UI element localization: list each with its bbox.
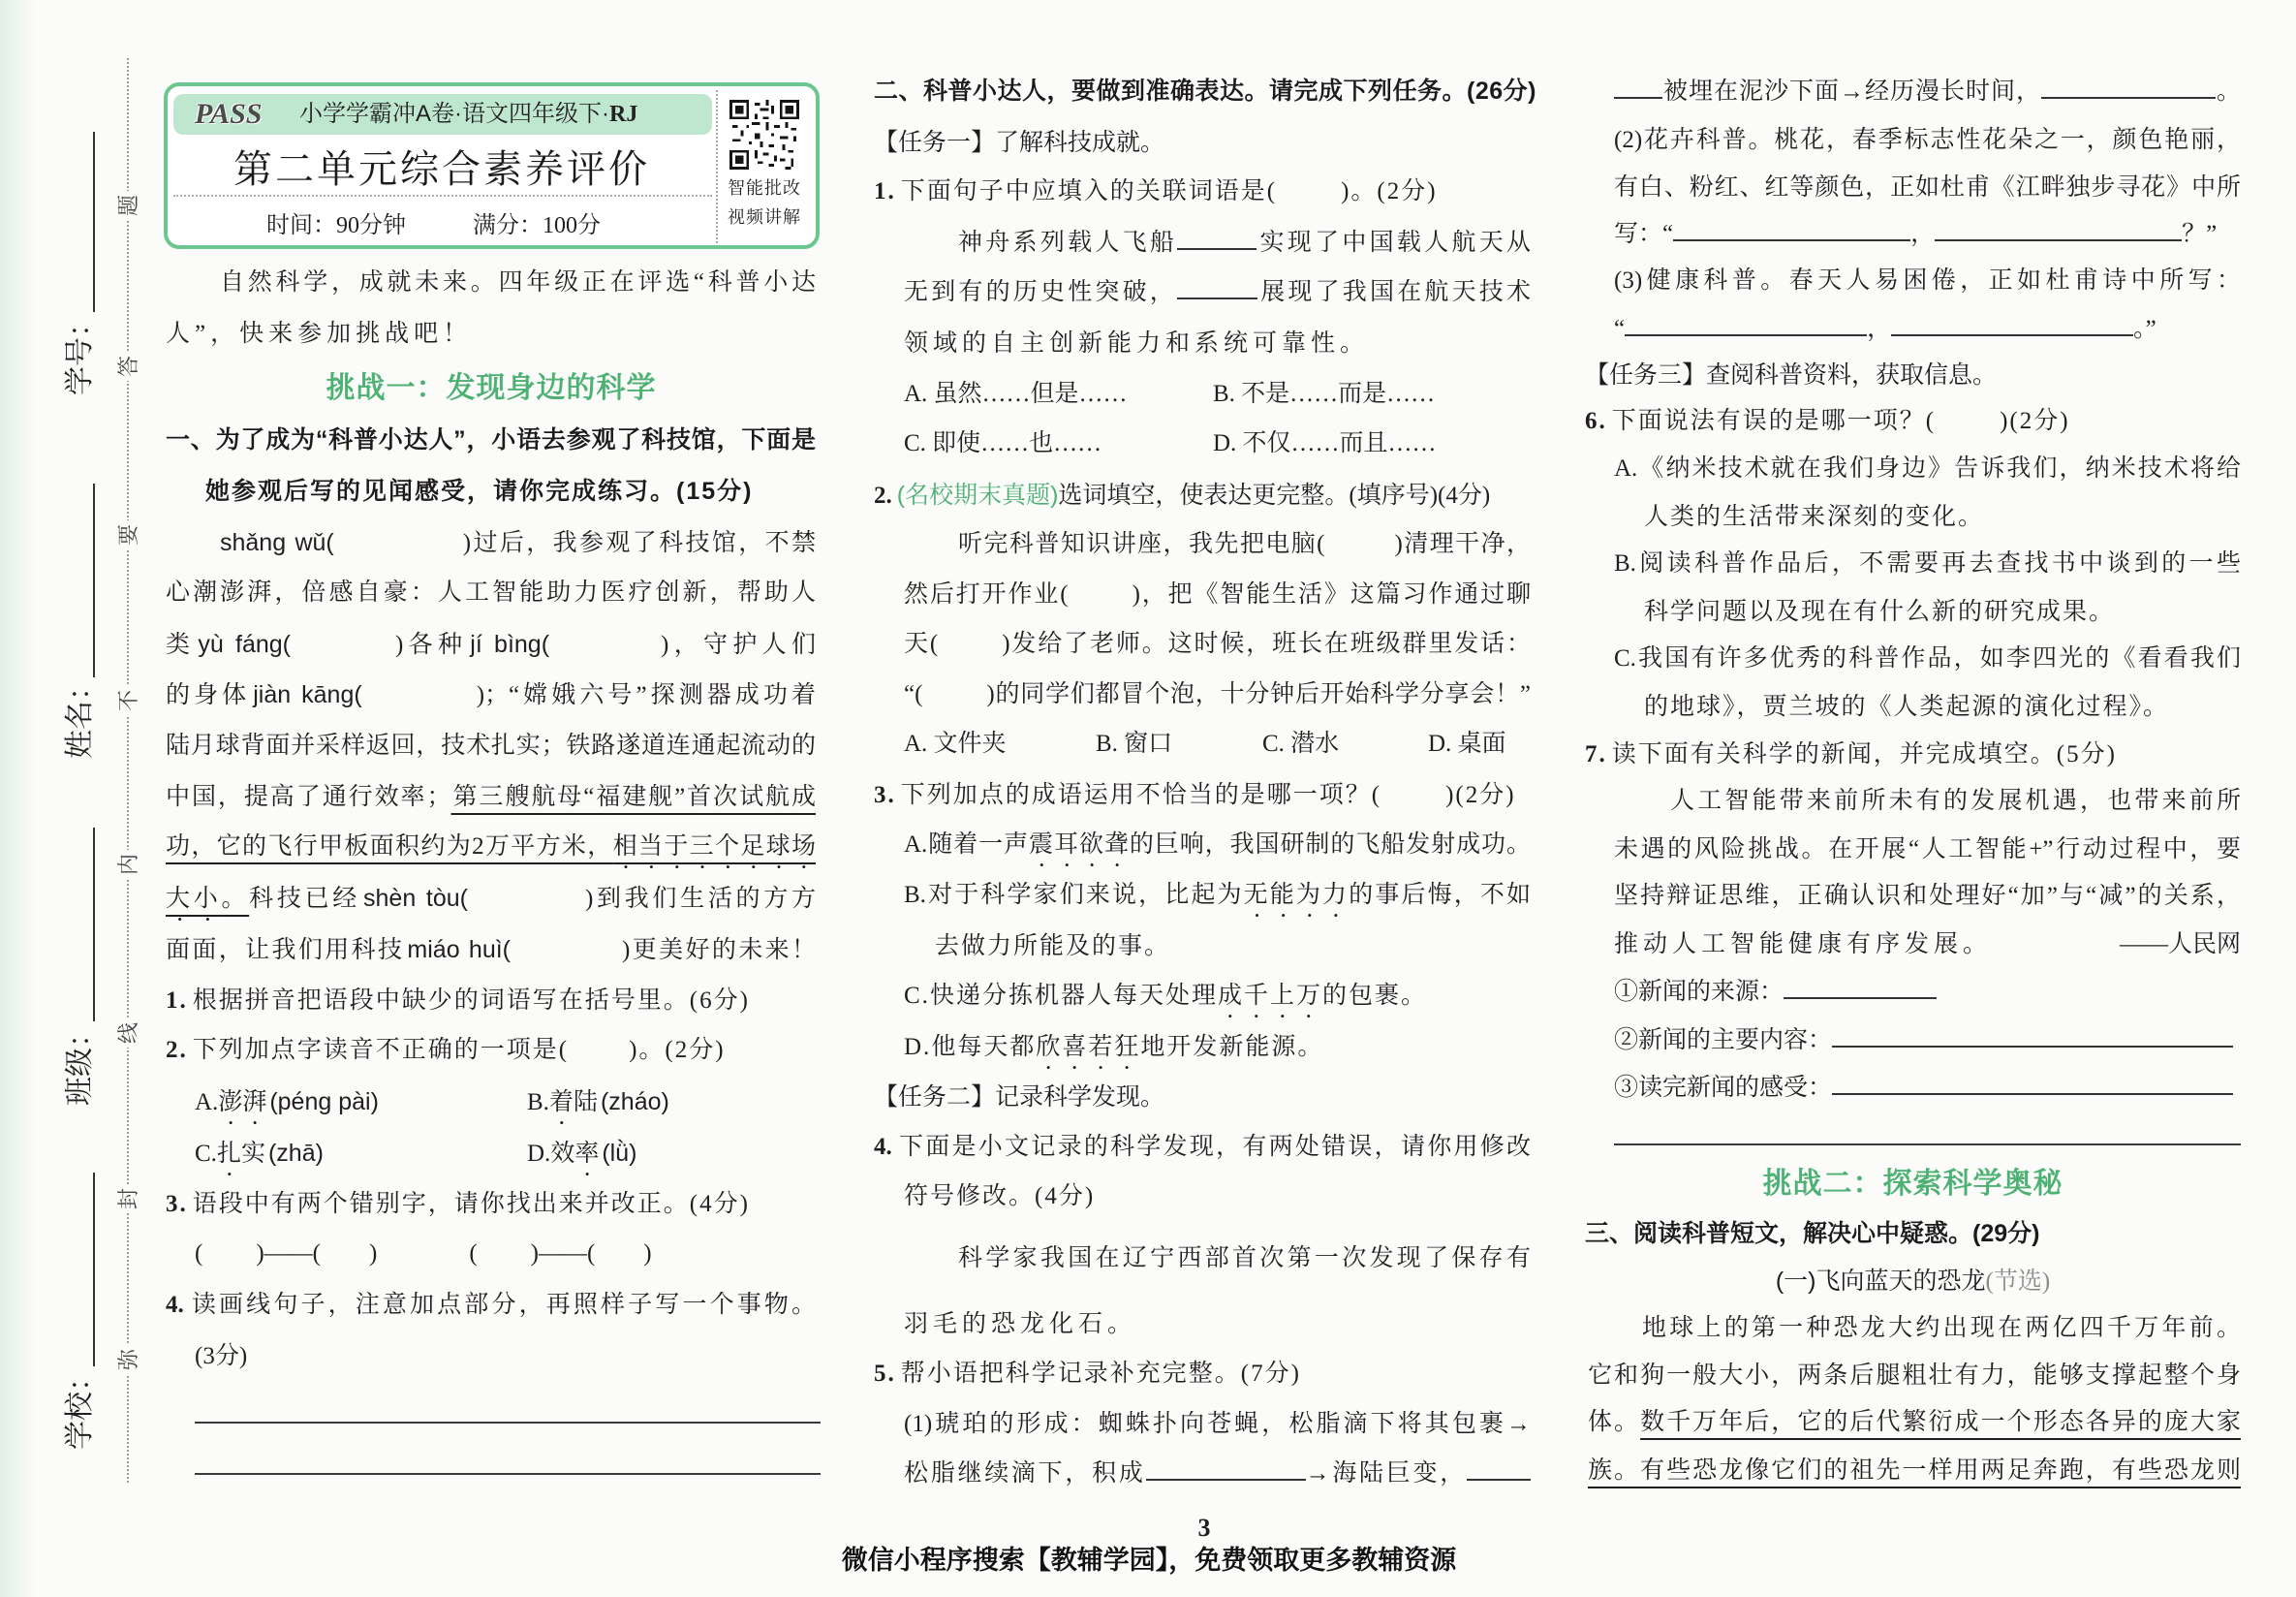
dotted-idiom: 欣喜若狂 [1036,1034,1141,1060]
record-text: ， [1867,316,1892,342]
pinyin-prompt: jí bìng( [470,631,550,658]
record-item-line [904,1455,1531,1493]
passage-text: )，把《智能生活》这篇习作通过聊 [1132,581,1532,608]
record-item-line: (1)琥珀的形成：蜘蛛扑向苍蝇，松脂滴下将其包裹→ [904,1411,1531,1437]
option-a-continued: 人类的生活带来深刻的变化。 [1644,504,1985,530]
pinyin-prompt: yù fáng( [198,631,291,658]
underlined-sentence: 。 [221,886,250,912]
option-a [195,1082,382,1121]
option-c: C. 即使……也…… [904,430,1102,456]
answer-paren-space [1277,198,1341,199]
option-c [904,977,1427,1016]
reading-line [1588,1452,2241,1490]
underlined-sentence: 族。有些恐龙像它们的祖先一样用两足奔跑，有些恐龙则 [1588,1457,2241,1484]
question-text: )。(2分) [1341,178,1438,204]
seal-char: 不 [114,686,143,715]
answer-paren-space [1936,427,2000,428]
dotted-char: 率 [574,1141,600,1167]
reading-line [1588,1403,2241,1442]
reading-line: 地球上的第一种恐龙大约出现在两亿四千万年前。 [1642,1315,2241,1341]
question-number: 6. [1585,408,1607,434]
part-1-heading: 一、为了成为“科普小达人”，小语去参观了科技馆，下面是 [166,426,816,454]
passage-line [166,930,816,969]
option-b [527,1082,672,1121]
question-7 [1585,736,2117,774]
passage-line [217,523,816,562]
option-b: B.阅读科普作品后，不需要再去查找书中谈到的一些 [1614,550,2241,577]
option-d [527,1134,639,1173]
passage-text: )更美好的未来！ [622,937,816,963]
paren: ( [469,1240,478,1267]
question-text: )。(2分) [629,1037,726,1063]
record-item-line [1614,73,2241,111]
qr-caption-video: 视频讲解 [728,207,801,227]
option-label: A. [195,1089,219,1115]
header-divider [173,195,712,197]
answer-space [321,1260,369,1261]
task-1-heading: 【任务一】了解科技成就。 [874,129,1165,156]
passage-text: )过后，我参观了科技馆，不禁 [462,530,816,556]
part-2-heading: 二、科普小达人，要做到准确表达。请完成下列任务。(26分) [874,78,1536,105]
passage-line [904,576,1531,614]
option-label: D. [904,1034,932,1060]
exam-duration: 时间：90分钟 [266,213,406,238]
news-line: 坚持辩证思维，正确认识和处理好“加”与“减”的关系， [1614,883,2241,909]
record-item-line: 有白、粉红、红等颜色，正如杜甫《江畔独步寻花》中所 [1614,174,2241,201]
sentence-text: 展现了我国在航天技术 [1257,279,1531,305]
fill-blank [1784,980,1937,999]
fill-blank [1832,1076,2233,1095]
question-4 [874,1128,1531,1167]
student-number-line [93,132,95,312]
answer-paren-space [552,651,661,652]
pinyin-prompt: shèn tòu( [363,885,468,912]
question-5 [874,1355,1301,1393]
answer-paren-space [365,702,477,703]
sentence-text: 神舟系列载人飞船 [958,230,1178,256]
paren: ) [368,1240,378,1267]
passage-text: 面面，让我们用科技 [166,937,405,963]
qr-code-icon [729,100,799,170]
option-text: 的巨响，我国研制的飞船发射成功。 [1129,831,1531,858]
option-b: B. 不是……而是…… [1213,381,1436,407]
exam-title: 第二单元综合素养评价 [233,148,650,191]
option-text: 实 [240,1141,265,1167]
dotted-char: 扎 [216,1141,241,1167]
seal-char: 题 [114,191,143,220]
question-3 [874,776,1516,815]
poem-blank-line [1614,310,2156,349]
record-text: 。 [2215,78,2241,105]
option-a: A. 文件夹 [904,731,1007,757]
dotted-idiom: 成千上万 [1217,983,1322,1009]
fill-blank [1177,280,1257,299]
seal-char: 线 [114,1018,143,1048]
option-text: 地开发新能源。 [1140,1034,1324,1060]
page-edge-tint [0,0,35,1597]
question-number: 2. [166,1037,188,1063]
option-text: 对于科学家们来说，比起为 [925,882,1244,908]
option-label: C. [195,1141,217,1167]
sentence-text: 无到有的历史性突破， [904,279,1177,305]
news-blank-source [1614,973,1937,1012]
option-b [904,876,1531,915]
option-label: C. [904,983,930,1009]
option-pinyin: (lǜ) [602,1140,637,1167]
series-text: 小学学霸冲A卷·语文四年级下· [299,101,609,127]
passage-text: )各种 [394,632,468,658]
question-text: 下面说法有误的是哪一项？( [1611,408,1937,434]
question-number: 3. [874,782,896,808]
fill-blank [1177,231,1257,250]
reading-line: 它和狗一般大小，两条后腿粗壮有力，能够支撑起整个身 [1588,1362,2241,1389]
news-line [1614,925,2241,964]
question-number: 4. [166,1292,184,1318]
class-line [93,828,95,1021]
paren-dash: )——( [256,1240,321,1267]
series-title [299,94,637,135]
dotted-char: 着 [548,1089,574,1115]
record-text: →海陆巨变， [1305,1460,1467,1487]
question-text: )(2分) [2000,408,2070,434]
pass-logo: PASS [195,98,263,130]
question-4-score: (3分) [195,1343,248,1369]
option-d [904,1028,1323,1067]
underlined-sentence: 功，它的飞行甲板面积约为2万平方米， [166,833,613,860]
pinyin-prompt: miáo huì( [407,936,512,963]
passage-text: 的身体 [166,682,251,708]
question-number: 2. [874,483,892,509]
seal-char: 要 [114,520,143,549]
record-text: ？” [2182,221,2218,247]
option-label: B. [527,1089,549,1115]
school-line [93,1173,95,1366]
poem-blank-line [1614,215,2217,254]
name-line [93,484,95,677]
record-text: 松脂继续滴下，积成 [904,1460,1146,1487]
question-text: 选词填空，使表达更完整。(填序号)(4分) [1058,483,1491,509]
part-3-heading: 三、阅读科普短文，解决心中疑惑。(29分) [1585,1220,2040,1247]
page-number: 3 [1197,1514,1211,1542]
task-3-heading: 【任务三】查阅科普资料，获取信息。 [1585,361,1998,389]
part-1-heading: 她参观后写的见闻感受，请你完成练习。(15分) [205,478,754,505]
option-label: D. [527,1141,551,1167]
blank-label: ①新闻的来源： [1614,979,1784,1005]
question-text: 语段中有两个错别字，请你找出来并改正。(4分) [192,1191,750,1217]
passage-line [166,778,816,817]
passage-text: 听完科普知识讲座，我先把电脑( [958,531,1325,557]
record-text: 被埋在泥沙下面→经历漫长时间， [1662,78,2041,105]
series-edition: RJ [609,102,638,127]
passage-text: )；“嫦娥六号”探测器成功着 [476,682,816,708]
option-text: 的事后悔，不如 [1349,882,1531,908]
news-blank-content [1614,1021,2233,1060]
sentence-text: 实现了中国载人航天从 [1257,230,1531,256]
passage-line: 心潮澎湃，倍感自豪：人工智能助力医疗创新，帮助人 [166,579,816,606]
passage-line [904,625,1531,664]
record-line: 羽毛的恐龙化石。 [904,1311,1137,1337]
answer-paren-space [337,549,463,550]
dotted-phrase: 相当于三个足球场 [612,833,816,860]
option-text: 快递分拣机器人每天处理 [929,983,1218,1009]
option-text: 效 [550,1141,575,1167]
sentence-line [904,273,1531,312]
question-text: 下面是小文记录的科学发现，有两处错误，请你用修改 [896,1134,1531,1160]
reading-text: 体。 [1588,1409,1641,1435]
seal-char: 答 [114,352,143,381]
excerpt-note: (节选) [1985,1268,2051,1295]
fill-blank [1614,79,1662,99]
option-a [904,826,1531,864]
dotted-char: 澎湃 [218,1089,267,1115]
option-a: A.《纳米技术就在我们身边》告诉我们，纳米技术将给 [1614,455,2241,482]
question-number: 5. [874,1361,896,1387]
question-number: 1. [166,987,188,1014]
question-4-continued: 符号修改。(4分) [904,1183,1096,1209]
option-a: A. 虽然……但是…… [904,381,1128,407]
passage-line [166,828,816,866]
passage-text: )的同学们都冒个泡，十分钟后开始科学分享会！” [986,681,1531,707]
option-pinyin: (péng pài) [269,1088,379,1115]
record-text: “ [1614,316,1626,342]
paren: ) [643,1240,652,1267]
record-text: ， [1910,221,1936,247]
answer-space [595,1260,643,1261]
blank-label: ③读完新闻的感受： [1614,1075,1833,1101]
option-b-continued: 去做力所能及的事。 [935,933,1171,959]
fill-blank [1467,1461,1531,1481]
question-text: 读画线句子，注意加点部分，再照样子写一个事物。 [188,1292,816,1318]
passage-text: )发给了老师。这时候，班长在班级群里发话： [1002,631,1532,657]
option-c-continued: 的地球》，贾兰坡的《人类起源的演化过程》。 [1644,694,2170,720]
name-label: 姓名： [64,672,96,759]
blank-label: ②新闻的主要内容： [1614,1027,1833,1053]
fill-blank [1891,317,2133,336]
class-label: 班级： [64,1018,96,1106]
reading-title [1585,1262,2241,1300]
exam-full-score: 满分：100分 [473,213,601,238]
news-line: 未遇的风险挑战。在开展“人工智能+”行动过程中，要 [1614,836,2241,862]
fill-blank [1625,317,1867,336]
question-2 [874,476,1490,515]
pinyin-prompt: shǎng wǔ( [220,529,334,556]
record-item-line: (2)花卉科普。桃花，春季标志性花朵之一，颜色艳丽， [1614,127,2241,153]
answer-line [1614,1143,2241,1145]
pinyin-prompt: jiàn kāng( [253,681,362,708]
question-text: 读下面有关科学的新闻，并完成填空。(5分) [1611,741,2117,767]
seal-dotted-line [127,58,129,1483]
option-label: A. [904,831,928,858]
seal-char: 内 [114,850,143,879]
reading-title-text: (一)飞向蓝天的恐龙 [1775,1268,1986,1295]
option-b-continued: 科学问题以及现在有什么新的研究成果。 [1644,599,2116,625]
answer-paren-space [922,701,986,702]
passage-text: 科技已经 [249,886,361,912]
passage-text: 中国，提高了通行效率； [166,784,451,810]
paren: ( [195,1240,203,1267]
passage-line [166,675,816,714]
answer-line [195,1473,821,1475]
seal-char: 弥 [114,1345,143,1374]
passage-line: 陆月球背面并采样返回，技术扎实；铁路遂道连通起流动的 [166,733,816,759]
news-blank-feeling [1614,1069,2233,1108]
option-pinyin: (zháo) [600,1088,669,1115]
answer-paren-space [1069,601,1132,602]
question-text: )(2分) [1445,782,1516,808]
passage-text: )清理干净， [1394,531,1532,557]
answer-paren-space [1324,550,1394,551]
dotted-phrase: 大小 [166,886,222,912]
answer-line [195,1422,821,1424]
passage-line [904,675,1531,714]
question-number: 1. [874,178,896,204]
option-text: 他每天都 [931,1034,1037,1060]
underlined-sentence: 第三艘航母“福建舰”首次试航成 [450,784,816,810]
record-item-line: (3)健康科普。春天人易困倦，正如杜甫诗中所写： [1614,267,2241,294]
answer-paren-space [513,956,622,957]
passage-line [166,625,816,664]
student-number-label: 学号： [64,308,96,395]
question-text: 下列加点的成语运用不恰当的是哪一项？( [900,782,1382,808]
passage-line [166,879,816,918]
passage-text: 天( [904,631,939,657]
series-bar [173,94,712,135]
record-text: 。” [2133,316,2156,342]
passage-text: “( [904,681,923,707]
question-text: 帮小语把科学记录补充完整。(7分) [900,1361,1301,1387]
qr-caption-grading: 智能批改 [728,178,801,198]
spacer [377,1260,469,1261]
passage-text: 然后打开作业( [904,581,1069,608]
fill-blank [1146,1461,1306,1481]
answer-space [202,1260,256,1261]
answer-paren-space [569,1056,629,1057]
exam-header [164,82,820,249]
passage-text: )到我们生活的方方 [584,886,816,912]
question-1 [166,982,750,1020]
question-number: 4. [874,1134,892,1160]
paren-dash: )——( [530,1240,596,1267]
record-line: 科学家我国在辽宁西部首次第一次发现了保存有 [958,1245,1531,1271]
question-number: 7. [1585,741,1607,767]
typo-answer-slots [195,1235,652,1273]
answer-paren-space [938,650,1002,651]
answer-space [478,1260,531,1261]
option-c: C.我国有许多优秀的科普作品，如李四光的《看看我们 [1614,645,2241,672]
news-line: 人工智能带来前所未有的发展机遇，也带来前所 [1670,788,2241,814]
option-c: C. 潜水 [1262,731,1340,757]
news-source: ——人民网 [2119,931,2241,957]
option-d: D. 不仅……而且…… [1213,430,1437,456]
fill-blank [1832,1028,2233,1048]
challenge-2-title: 挑战二：探索科学奥秘 [1762,1168,2063,1200]
footer-promo: 微信小程序搜索【教辅学园】，免费领取更多教辅资源 [841,1546,1457,1575]
question-2 [166,1031,726,1070]
challenge-1-title: 挑战一：发现身边的科学 [326,372,657,404]
source-tag: (名校期末真题) [896,482,1059,509]
option-d: D. 桌面 [1428,731,1506,757]
sentence-line: 领域的自主创新能力和系统可靠性。 [904,330,1370,357]
passage-line [958,525,1531,564]
fill-blank [1673,222,1910,241]
passage-text: 类 [166,632,196,658]
option-text: 陆 [573,1089,598,1115]
option-c [195,1134,326,1173]
record-text: 写：“ [1614,221,1674,247]
question-3 [166,1185,750,1224]
question-4 [166,1286,816,1325]
answer-paren-space [471,905,585,906]
question-6 [1585,402,2070,441]
dotted-idiom: 无能为力 [1243,882,1350,908]
underlined-sentence: 数千万年后，它的后代繁衍成一个形态各异的庞大家 [1640,1409,2241,1435]
fill-blank [2041,79,2216,99]
passage-text: )，守护人们 [661,632,816,658]
option-text: 的包裹。 [1321,983,1427,1009]
school-label: 学校： [64,1362,96,1450]
option-label: B. [904,882,926,908]
answer-paren-space [1381,801,1445,802]
question-text: 下列加点字读音不正确的一项是( [192,1037,570,1063]
news-text: 推动人工智能健康有序发展。 [1614,931,1993,957]
question-number: 3. [166,1191,188,1217]
question-text: 下面句子中应填入的关联词语是( [900,178,1278,204]
intro-line: 人”，快来参加挑战吧！ [166,321,473,347]
option-b: B. 窗口 [1096,731,1173,757]
question-1 [874,172,1438,211]
option-pinyin: (zhā) [267,1140,324,1167]
dotted-idiom: 震耳欲聋 [1029,831,1130,858]
answer-paren-space [294,651,395,652]
intro-line: 自然科学，成就未来。四年级正在评选“科普小达 [220,269,816,296]
task-2-heading: 【任务二】记录科学发现。 [874,1083,1165,1111]
seal-char: 封 [114,1184,143,1213]
question-text: 根据拼音把语段中缺少的词语写在括号里。(6分) [192,987,750,1014]
option-text: 随着一声 [927,831,1030,858]
fill-blank [1935,222,2182,241]
sentence-line [958,224,1531,263]
